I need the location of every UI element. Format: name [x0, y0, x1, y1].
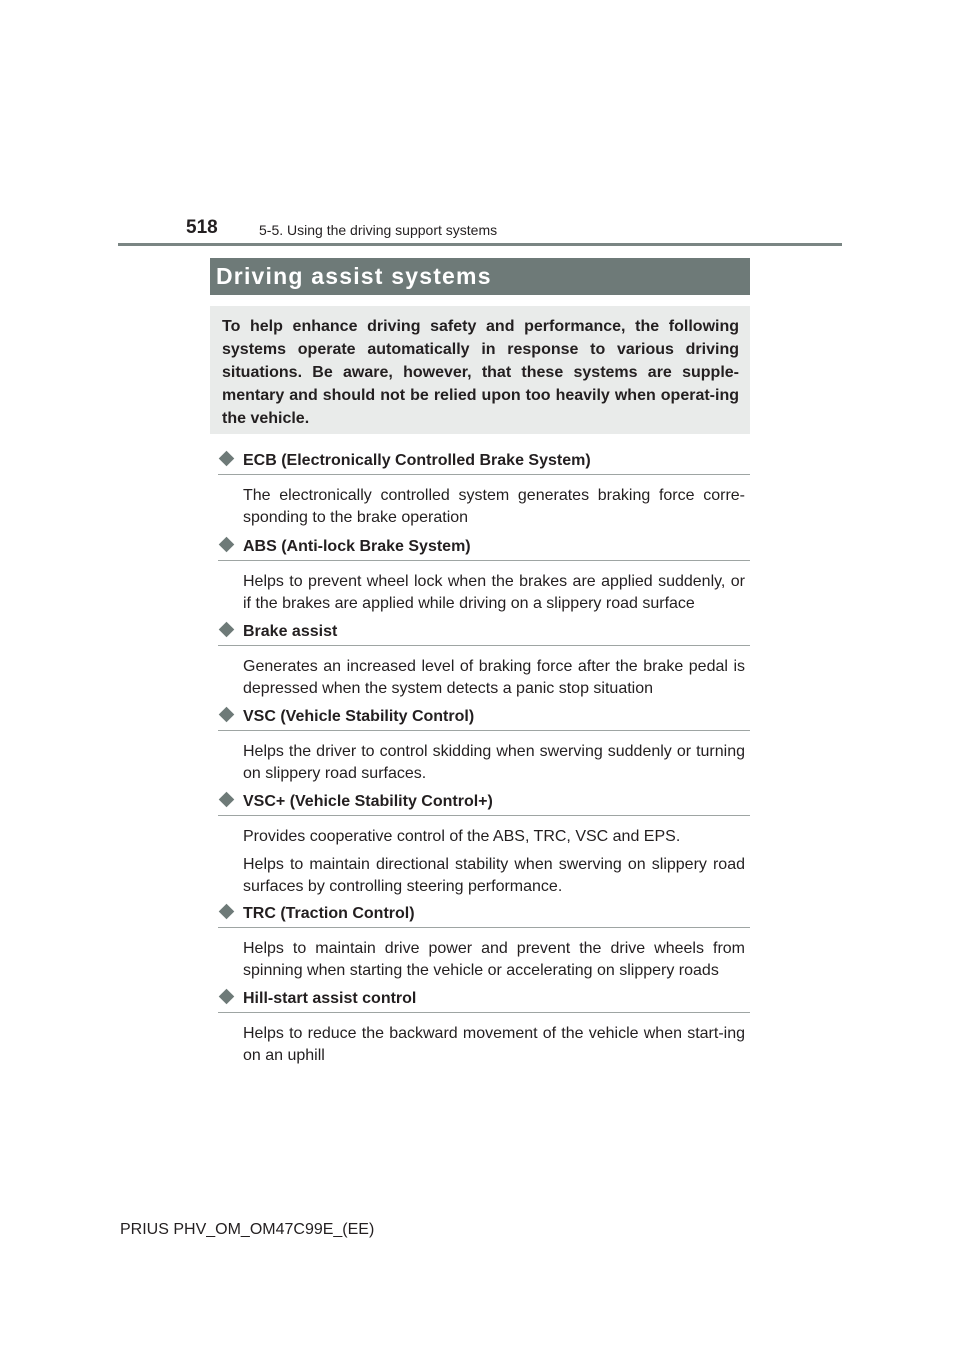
feature-paragraph: Helps to maintain directional stability when swerving on slippery road surfaces by controlling steering performance. — [243, 856, 745, 895]
feature-item-brake-assist — [218, 622, 750, 706]
header-divider — [118, 243, 842, 246]
page-number: 518 — [186, 217, 218, 238]
diamond-bullet-icon — [219, 904, 235, 920]
diamond-bullet-icon — [219, 792, 235, 808]
feature-paragraph: Generates an increased level of braking force after the brake pedal is depressed when the system detects a panic stop situation — [243, 658, 745, 697]
diamond-bullet-icon — [219, 989, 235, 1005]
feature-paragraph: Helps to prevent wheel lock when the brakes are applied suddenly, or if the brakes are applied while driving on a slippery road surface — [243, 573, 745, 612]
feature-description — [243, 571, 745, 615]
feature-heading — [218, 707, 750, 731]
feature-title: Brake assist — [243, 623, 338, 640]
feature-heading — [218, 622, 750, 646]
feature-heading — [218, 451, 750, 475]
page-title: Driving assist systems — [216, 263, 492, 289]
feature-item-vsc — [218, 707, 750, 791]
feature-description — [243, 656, 745, 700]
feature-title: ABS (Anti-lock Brake System) — [243, 538, 471, 555]
feature-paragraph: Provides cooperative control of the ABS, TRC, VSC and EPS. — [243, 828, 681, 845]
feature-item-vsc-plus — [218, 792, 750, 904]
feature-item-trc — [218, 904, 750, 988]
feature-paragraph: Helps to maintain drive power and prevent the drive wheels from spinning when starting the vehicle or accelerating on slippery roads — [243, 940, 745, 979]
feature-title: VSC+ (Vehicle Stability Control+) — [243, 793, 493, 810]
feature-description — [243, 485, 745, 529]
feature-paragraph: The electronically controlled system generates braking force corre-sponding to the brake operation — [243, 487, 745, 526]
feature-description — [243, 1023, 745, 1067]
feature-heading — [218, 792, 750, 816]
diamond-bullet-icon — [219, 707, 235, 723]
feature-title: ECB (Electronically Controlled Brake System) — [243, 452, 591, 469]
diamond-bullet-icon — [219, 622, 235, 638]
feature-description — [243, 826, 745, 898]
feature-item-abs — [218, 537, 750, 621]
intro-text: To help enhance driving safety and performance, the following systems operate automatically in response to various driving situations. Be aware, however, that these systems are supple-mentary and should not be relied upon too heavily when operat-ing the vehicle. — [222, 318, 739, 427]
feature-paragraph: Helps to reduce the backward movement of the vehicle when start-ing on an uphill — [243, 1025, 745, 1064]
feature-heading — [218, 989, 750, 1013]
page-header — [186, 213, 786, 243]
intro-box — [210, 306, 750, 434]
feature-title: VSC (Vehicle Stability Control) — [243, 708, 475, 725]
feature-paragraph: Helps the driver to control skidding when swerving suddenly or turning on slippery road surfaces. — [243, 743, 745, 782]
document-code: PRIUS PHV_OM_OM47C99E_(EE) — [120, 1221, 375, 1238]
feature-description — [243, 938, 745, 982]
feature-description — [243, 741, 745, 785]
feature-item-hill-start-assist — [218, 989, 750, 1073]
diamond-bullet-icon — [219, 537, 235, 553]
feature-heading — [218, 537, 750, 561]
diamond-bullet-icon — [219, 451, 235, 467]
section-title: 5-5. Using the driving support systems — [259, 222, 498, 238]
page-title-bar — [210, 258, 750, 295]
feature-title: TRC (Traction Control) — [243, 905, 415, 922]
feature-item-ecb — [218, 451, 750, 535]
feature-heading — [218, 904, 750, 928]
feature-title: Hill-start assist control — [243, 990, 417, 1007]
